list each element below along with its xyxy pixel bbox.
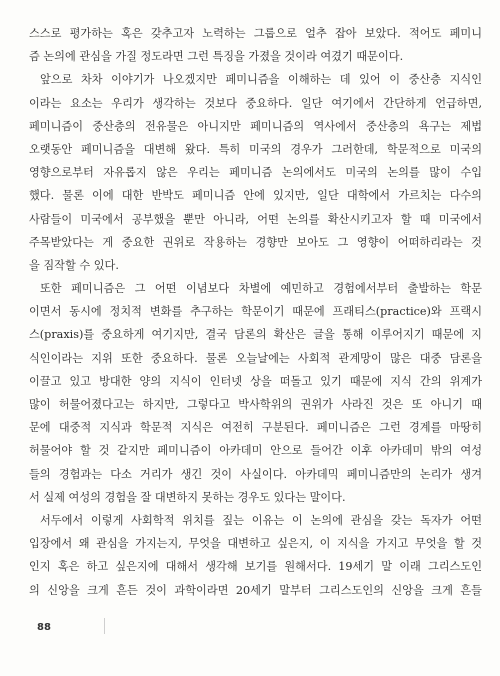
- text-line: 서 실제 여성의 경험을 잘 대변하지 못하는 경우도 있다는 말이다.: [29, 490, 346, 504]
- text-line: 스스로 평가하는 혹은 갖추고자 노력하는 그룹으로 얼추 잡아 보았다. 적어도 페미니: [29, 27, 482, 40]
- paragraph: [29, 68, 482, 277]
- paragraph: [29, 22, 482, 68]
- text-line: 들의 경험과는 다소 거리가 생긴 것이 사실이다. 아카데믹 페미니즘만의 논리가 생겨: [29, 467, 482, 481]
- paragraph: [29, 509, 482, 602]
- text-line: 이끌고 있고 방대한 양의 지식이 인터넷 상을 떠돌고 있기 때문에 지식 간의 위계가: [29, 374, 482, 388]
- text-line: 입장에서 왜 관심을 가지는지, 무엇을 대변하고 싶은지, 이 지식을 가지고 무엇을 할 것: [29, 537, 482, 551]
- text-line: 많이 허물어졌다고는 하지만, 그렇다고 박사학위의 권위가 사라진 것은 또 아니기 때: [29, 398, 482, 411]
- text-line: 페미니즘이 중산층의 전유물은 아니지만 페미니즘의 역사에서 중산층의 욕구는 제법: [29, 119, 482, 133]
- text-line: 허물어야 할 것 같지만 페미니즘이 아카데미 안으로 들어간 이후 아카데미 밖의 여성: [29, 444, 482, 458]
- text-line: 오랫동안 페미니즘을 대변해 왔다. 특히 미국의 경우가 그러한데, 학문적으로 미국의: [29, 142, 482, 156]
- text-line: 스(praxis)를 중요하게 여기지만, 결국 담론의 확산은 글을 통해 이루어지기 때문에 지: [29, 328, 482, 342]
- footer-divider: [104, 618, 105, 634]
- text-line: 앞으로 차차 이야기가 나오겠지만 페미니즘을 이해하는 데 있어 이 중산층 지식인: [40, 73, 482, 87]
- text-line: 했다. 물론 이에 대한 반박도 페미니즘 안에 있지만, 일단 대학에서 가르치는 다수의: [29, 189, 482, 203]
- text-line: 또한 페미니즘은 그 어떤 이념보다 차별에 예민하고 경험에서부터 출발하는 학문: [40, 282, 482, 296]
- text-line: 이라는 요소는 우리가 생각하는 것보다 중요하다. 일단 여기에서 간단하게 언급하면,: [29, 96, 482, 110]
- text-line: 식인이라는 지위 또한 중요하다. 물론 오늘날에는 사회적 관계망이 많은 대중 담론을: [29, 351, 482, 365]
- page-footer: [0, 616, 500, 676]
- paragraph: [29, 277, 482, 509]
- text-line: 인지 혹은 하고 싶은지에 대해서 생각해 보기를 원해서다. 19세기 말 이래 그리스도인: [29, 560, 482, 574]
- text-line: 을 짐작할 수 있다.: [29, 258, 119, 272]
- text-line: 의 신앙을 크게 흔든 것이 과학이라면 20세기 말부터 그리스도인의 신앙을 크게 흔들: [29, 583, 482, 597]
- text-line: 즘 논의에 관심을 가질 정도라면 그런 특징을 가졌을 것이라 여겼기 때문이다.: [29, 50, 404, 64]
- body-text: [29, 22, 482, 602]
- text-line: 이면서 동시에 정치적 변화를 추구하는 학문이기 때문에 프래티스(practice)와 프랙시: [29, 305, 482, 319]
- page-number: 88: [37, 622, 51, 633]
- text-line: 사람들이 미국에서 공부했을 뿐만 아니라, 어떤 논의를 확산시키고자 할 때 미국에서: [29, 212, 482, 226]
- text-line: 주목받았다는 게 중요한 권위로 작용하는 경향만 보아도 그 영향이 어떠하리라는 것: [29, 235, 482, 249]
- text-line: 서두에서 이렇게 사회학적 위치를 짚는 이유는 이 논의에 관심을 갖는 독자가 어떤: [40, 513, 482, 527]
- text-line: 문에 대중적 지식과 학문적 지식은 여전히 구분된다. 페미니즘은 그런 경계를 마땅히: [29, 421, 482, 435]
- text-line: 영향으로부터 자유롭지 않은 우리는 페미니즘 논의에서도 미국의 논의를 많이 수입: [29, 166, 482, 180]
